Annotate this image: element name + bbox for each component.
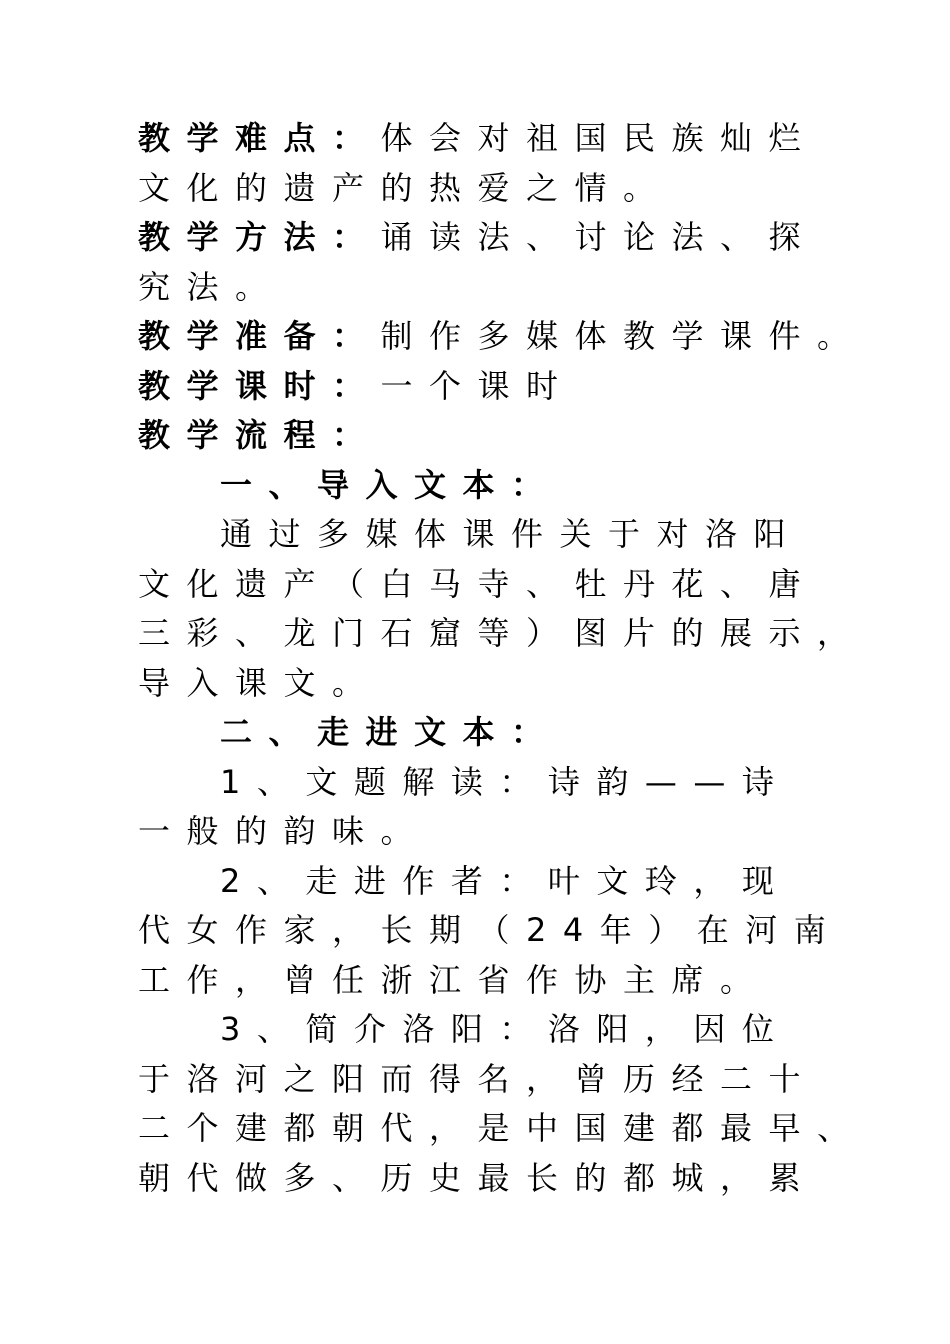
text-teaching-hours: 一个课时 [380, 366, 575, 405]
line-difficulty [138, 114, 838, 164]
paragraph-intro-line-3: 三彩、龙门石窟等）图片的展示， [138, 614, 866, 652]
line-difficulty-cont [138, 164, 838, 214]
paragraph-intro-line-4: 导入课文。 [138, 663, 381, 702]
paragraph-intro-line-2: 文化遗产（白马寺、牡丹花、唐 [138, 564, 818, 603]
item-author-cont-2: 工作，曾任浙江省作协主席。 [138, 960, 769, 999]
document-body [138, 114, 866, 1203]
text-difficulty-cont: 文化的遗产的热爱之情。 [138, 168, 672, 207]
text-method-cont: 究法。 [138, 267, 284, 306]
item-luoyang-cont-3: 朝代做多、历史最长的都城，累 [138, 1158, 818, 1197]
label-teaching-hours: 教学课时： [138, 366, 381, 405]
line-preparation [138, 312, 866, 362]
line-hours [138, 362, 838, 412]
text-teaching-preparation: 制作多媒体教学课件。 [380, 317, 866, 355]
heading-section-two: 二、走进文本： [220, 713, 560, 751]
item-author-cont-1: 代女作家，长期（24年）在河南 [138, 911, 843, 949]
paragraph-intro-line-1: 通过多媒体课件关于对洛阳 [220, 515, 803, 553]
label-teaching-process: 教学流程： [138, 416, 381, 454]
line-method-cont [138, 263, 838, 313]
label-teaching-method: 教学方法： [138, 218, 381, 256]
item-luoyang-cont-1: 于洛河之阳而得名，曾历经二十 [138, 1059, 818, 1098]
text-teaching-difficulty: 体会对祖国民族灿烂 [380, 119, 818, 157]
heading-section-one: 一、导入文本： [220, 465, 560, 504]
label-teaching-preparation: 教学准备： [138, 317, 381, 355]
line-process [138, 411, 838, 461]
item-title-reading: 1、文题解读：诗韵——诗 [220, 762, 791, 801]
item-luoyang-cont-2: 二个建都朝代，是中国建都最早、 [138, 1109, 866, 1147]
text-teaching-method: 诵读法、讨论法、探 [380, 218, 818, 256]
item-author: 2、走进作者：叶文玲，现 [220, 861, 791, 900]
item-title-reading-cont: 一般的韵味。 [138, 812, 430, 850]
item-luoyang: 3、简介洛阳：洛阳，因位 [220, 1010, 791, 1048]
line-method [138, 213, 838, 263]
label-teaching-difficulty: 教学难点： [138, 119, 381, 157]
